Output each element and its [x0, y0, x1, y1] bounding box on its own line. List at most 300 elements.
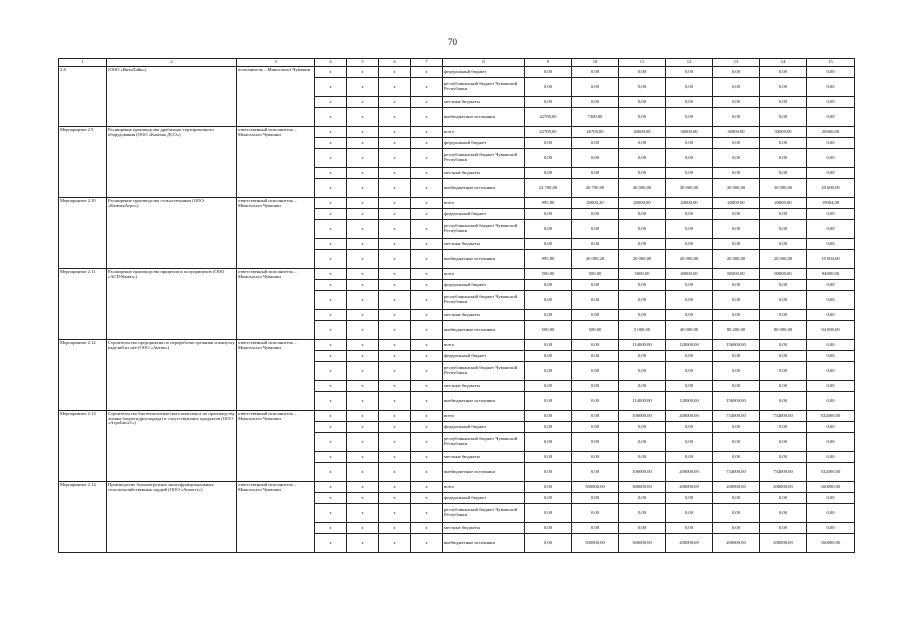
code-cell: х — [315, 168, 347, 179]
code-cell: х — [411, 291, 443, 310]
amount-cell: 0,00 — [572, 351, 619, 362]
amount-cell: 0,00 — [619, 351, 666, 362]
code-cell: х — [315, 504, 347, 523]
financing-table — [58, 58, 855, 553]
code-cell: х — [347, 149, 379, 168]
amount-cell: 0,00 — [713, 220, 760, 239]
code-cell: х — [315, 280, 347, 291]
amount-cell: 0,00 — [619, 280, 666, 291]
amount-cell: 0,00 — [713, 452, 760, 463]
amount-cell: 94000,00 — [807, 269, 855, 280]
amount-cell: 0,00 — [619, 493, 666, 504]
amount-cell: 0,00 — [760, 149, 807, 168]
funding-source: местные бюджеты — [443, 523, 525, 534]
column-number: 13 — [713, 59, 760, 67]
code-cell: х — [347, 291, 379, 310]
amount-cell: 734000,00 — [760, 411, 807, 422]
amount-cell: 0,00 — [572, 340, 619, 351]
code-cell: х — [347, 97, 379, 108]
code-cell: х — [347, 209, 379, 220]
code-cell: х — [379, 463, 411, 482]
amount-cell: 120000,00 — [666, 392, 713, 411]
amount-cell: 80 200,00 — [713, 321, 760, 340]
amount-cell: 200000,00 — [760, 534, 807, 553]
code-cell: х — [347, 179, 379, 198]
code-cell: х — [411, 504, 443, 523]
amount-cell: 0,00 — [525, 78, 572, 97]
amount-cell: 0,00 — [525, 452, 572, 463]
amount-cell: 0,00 — [807, 493, 855, 504]
amount-cell: 0,00 — [619, 78, 666, 97]
measure-code: 2.8 — [59, 67, 107, 127]
funding-source: внебюджетные источники — [443, 250, 525, 269]
amount-cell: 0,00 — [807, 351, 855, 362]
amount-cell: 200000,00 — [666, 534, 713, 553]
code-cell: х — [379, 220, 411, 239]
code-cell: х — [379, 179, 411, 198]
amount-cell: 0,00 — [619, 220, 666, 239]
code-cell: х — [347, 452, 379, 463]
amount-cell: 734000,00 — [713, 463, 760, 482]
responsible-executor: ответственный исполнитель – Минсельхоз Чувашии — [237, 127, 315, 198]
amount-cell: 19004,00 — [807, 198, 855, 209]
amount-cell: 200000,00 — [666, 482, 713, 493]
funding-source: всего — [443, 482, 525, 493]
amount-cell: 0,00 — [619, 381, 666, 392]
code-cell: х — [315, 269, 347, 280]
funding-source: всего — [443, 411, 525, 422]
amount-cell: 0,00 — [525, 362, 572, 381]
amount-cell: 0,00 — [525, 392, 572, 411]
code-cell: х — [315, 310, 347, 321]
amount-cell: 80 000,00 — [760, 321, 807, 340]
amount-cell: 0,00 — [572, 452, 619, 463]
amount-cell: 0,00 — [619, 209, 666, 220]
responsible-executor: ответственный исполнитель – Минсельхоз Чувашии — [237, 269, 315, 340]
measure-title: Расширение производства прицепов и полуприцепов (ООО «АСП-Камаз») — [107, 269, 237, 340]
code-cell: х — [315, 67, 347, 78]
funding-source: всего — [443, 269, 525, 280]
code-cell: х — [379, 321, 411, 340]
amount-cell: 0,00 — [619, 523, 666, 534]
amount-cell: 0,00 — [666, 381, 713, 392]
code-cell: х — [379, 280, 411, 291]
code-cell: х — [347, 411, 379, 422]
amount-cell: 0,00 — [807, 422, 855, 433]
code-cell: х — [379, 381, 411, 392]
code-cell: х — [411, 310, 443, 321]
amount-cell: 0,00 — [713, 362, 760, 381]
amount-cell: 100000,00 — [619, 411, 666, 422]
responsible-executor: исполнитель – Минсельхоз Чувашии — [237, 67, 315, 127]
code-cell: х — [315, 138, 347, 149]
code-cell: х — [379, 411, 411, 422]
amount-cell: 0,00 — [666, 149, 713, 168]
amount-cell: 0,00 — [713, 310, 760, 321]
funding-source: федеральный бюджет — [443, 138, 525, 149]
code-cell: х — [379, 97, 411, 108]
funding-source: республиканский бюджет Чувашской Республики — [443, 362, 525, 381]
table-row — [59, 482, 855, 493]
funding-source: внебюджетные источники — [443, 534, 525, 553]
amount-cell: 0,00 — [713, 138, 760, 149]
code-cell: х — [315, 534, 347, 553]
code-cell: х — [347, 340, 379, 351]
code-cell: х — [379, 108, 411, 127]
amount-cell: 40000,00 — [666, 269, 713, 280]
code-cell: х — [315, 179, 347, 198]
responsible-executor: ответственный исполнитель – Минсельхоз Чувашии — [237, 411, 315, 482]
code-cell: х — [411, 340, 443, 351]
amount-cell: 734000,00 — [713, 411, 760, 422]
funding-source: федеральный бюджет — [443, 67, 525, 78]
amount-cell: 0,00 — [807, 340, 855, 351]
amount-cell: 0,00 — [572, 97, 619, 108]
amount-cell: 0,00 — [525, 138, 572, 149]
amount-cell: 30 000,00 — [760, 179, 807, 198]
code-cell: х — [379, 534, 411, 553]
code-cell: х — [315, 463, 347, 482]
funding-source: местные бюджеты — [443, 239, 525, 250]
funding-source: республиканский бюджет Чувашской Республики — [443, 220, 525, 239]
amount-cell: 0,00 — [572, 67, 619, 78]
funding-source: внебюджетные источники — [443, 179, 525, 198]
amount-cell: 0,00 — [525, 209, 572, 220]
amount-cell: 0,00 — [760, 493, 807, 504]
code-cell: х — [379, 362, 411, 381]
column-number-row — [59, 59, 855, 67]
code-cell: х — [411, 269, 443, 280]
amount-cell: 0,00 — [713, 239, 760, 250]
code-cell: х — [347, 534, 379, 553]
amount-cell: 0,00 — [760, 67, 807, 78]
code-cell: х — [411, 433, 443, 452]
code-cell: х — [347, 422, 379, 433]
amount-cell: 0,00 — [572, 411, 619, 422]
amount-cell: 0,00 — [572, 422, 619, 433]
amount-cell: 0,00 — [619, 422, 666, 433]
code-cell: х — [315, 433, 347, 452]
code-cell: х — [347, 433, 379, 452]
amount-cell: 40 000,00 — [666, 321, 713, 340]
column-number: 4 — [315, 59, 347, 67]
amount-cell: 0,00 — [525, 504, 572, 523]
amount-cell: 30000,00 — [760, 127, 807, 138]
amount-cell: 80200,00 — [713, 269, 760, 280]
amount-cell: 500,00 — [572, 321, 619, 340]
amount-cell: 0,00 — [807, 209, 855, 220]
measure-code: Мероприятие 2.10 — [59, 198, 107, 269]
code-cell: х — [347, 310, 379, 321]
amount-cell: 0,00 — [807, 280, 855, 291]
code-cell: х — [315, 351, 347, 362]
amount-cell: 300000,00 — [619, 534, 666, 553]
amount-cell: 5 000,00 — [619, 321, 666, 340]
code-cell: х — [315, 340, 347, 351]
amount-cell: 0,00 — [807, 220, 855, 239]
measure-title: (ООО «ВитаЛайн») — [107, 67, 237, 127]
code-cell: х — [379, 392, 411, 411]
column-number: 11 — [619, 59, 666, 67]
code-cell: х — [315, 78, 347, 97]
table-row — [59, 269, 855, 280]
amount-cell: 0,00 — [666, 504, 713, 523]
amount-cell: 0,00 — [760, 351, 807, 362]
funding-source: федеральный бюджет — [443, 351, 525, 362]
code-cell: х — [411, 534, 443, 553]
amount-cell: 0,00 — [760, 138, 807, 149]
amount-cell: 0,00 — [619, 310, 666, 321]
measure-title: Производство большегрузных многофункциональных сельскохозяйственных орудий (ООО «Агавест») — [107, 482, 237, 553]
amount-cell: 0,00 — [525, 291, 572, 310]
amount-cell: 0,00 — [525, 411, 572, 422]
column-number: 8 — [443, 59, 525, 67]
code-cell: х — [379, 168, 411, 179]
amount-cell: 0,00 — [807, 291, 855, 310]
column-number: 5 — [347, 59, 379, 67]
funding-source: республиканский бюджет Чувашской Республики — [443, 504, 525, 523]
amount-cell: 0,00 — [760, 523, 807, 534]
code-cell: х — [411, 280, 443, 291]
code-cell: х — [347, 362, 379, 381]
code-cell: х — [411, 493, 443, 504]
code-cell: х — [315, 220, 347, 239]
amount-cell: 0,00 — [619, 97, 666, 108]
amount-cell: 0,00 — [572, 504, 619, 523]
responsible-executor: ответственный исполнитель – Минсельхоз Чувашии — [237, 198, 315, 269]
funding-source: местные бюджеты — [443, 310, 525, 321]
funding-source: местные бюджеты — [443, 168, 525, 179]
code-cell: х — [315, 392, 347, 411]
amount-cell: 0,00 — [666, 523, 713, 534]
amount-cell: 0,00 — [572, 433, 619, 452]
code-cell: х — [379, 239, 411, 250]
amount-cell: 0,00 — [525, 340, 572, 351]
amount-cell: 0,00 — [713, 493, 760, 504]
code-cell: х — [411, 168, 443, 179]
funding-source: всего — [443, 340, 525, 351]
funding-source: местные бюджеты — [443, 381, 525, 392]
amount-cell: 20000,00 — [713, 198, 760, 209]
code-cell: х — [347, 493, 379, 504]
amount-cell: 120000,00 — [666, 340, 713, 351]
amount-cell: 19 004,00 — [807, 250, 855, 269]
code-cell: х — [315, 321, 347, 340]
code-cell: х — [347, 67, 379, 78]
amount-cell: 0,00 — [760, 340, 807, 351]
amount-cell: 0,00 — [572, 138, 619, 149]
amount-cell: 0,00 — [807, 433, 855, 452]
amount-cell: 0,00 — [525, 310, 572, 321]
measure-title: Расширение производства сельхозтехники (ООО «КамчакАгро») — [107, 198, 237, 269]
funding-source: федеральный бюджет — [443, 280, 525, 291]
code-cell: х — [347, 523, 379, 534]
code-cell: х — [379, 250, 411, 269]
amount-cell: 0,00 — [807, 392, 855, 411]
amount-cell: 734000,00 — [760, 463, 807, 482]
amount-cell: 0,00 — [666, 108, 713, 127]
code-cell: х — [315, 250, 347, 269]
code-cell: х — [411, 108, 443, 127]
amount-cell: 0,00 — [807, 97, 855, 108]
amount-cell: 0,00 — [619, 239, 666, 250]
amount-cell: 20600,00 — [807, 127, 855, 138]
amount-cell: 0,00 — [760, 310, 807, 321]
amount-cell: 0,00 — [619, 138, 666, 149]
code-cell: х — [347, 127, 379, 138]
amount-cell: 0,00 — [760, 291, 807, 310]
amount-cell: 0,00 — [572, 310, 619, 321]
measure-code: Мероприятие 2.11 — [59, 269, 107, 340]
code-cell: х — [379, 310, 411, 321]
code-cell: х — [411, 250, 443, 269]
code-cell: х — [347, 280, 379, 291]
amount-cell: 0,00 — [619, 504, 666, 523]
amount-cell: 20 000,00 — [619, 250, 666, 269]
amount-cell: 0,00 — [807, 78, 855, 97]
amount-cell: 20 000,20 — [572, 250, 619, 269]
table-row — [59, 127, 855, 138]
funding-source: внебюджетные источники — [443, 108, 525, 127]
amount-cell: 100000,00 — [619, 463, 666, 482]
amount-cell: 500000,00 — [572, 534, 619, 553]
amount-cell: 160000,00 — [807, 482, 855, 493]
code-cell: х — [411, 463, 443, 482]
code-cell: х — [411, 381, 443, 392]
amount-cell: 0,00 — [619, 452, 666, 463]
amount-cell: 22700,00 — [525, 127, 572, 138]
code-cell: х — [411, 411, 443, 422]
funding-source: республиканский бюджет Чувашской Республики — [443, 291, 525, 310]
amount-cell: 0,00 — [666, 433, 713, 452]
code-cell: х — [347, 504, 379, 523]
amount-cell: 0,00 — [525, 493, 572, 504]
amount-cell: 0,00 — [760, 362, 807, 381]
amount-cell: 0,00 — [666, 291, 713, 310]
amount-cell: 30 000,00 — [713, 179, 760, 198]
amount-cell: 0,00 — [713, 108, 760, 127]
amount-cell: 0,00 — [619, 433, 666, 452]
amount-cell: 20000,00 — [666, 198, 713, 209]
amount-cell: 0,00 — [572, 149, 619, 168]
amount-cell: 0,00 — [666, 168, 713, 179]
code-cell: х — [315, 127, 347, 138]
amount-cell: 0,00 — [525, 67, 572, 78]
amount-cell: 200000,00 — [666, 463, 713, 482]
code-cell: х — [379, 149, 411, 168]
code-cell: х — [411, 209, 443, 220]
amount-cell: 0,00 — [807, 504, 855, 523]
funding-source: республиканский бюджет Чувашской Республики — [443, 433, 525, 452]
amount-cell: 0,00 — [760, 433, 807, 452]
code-cell: х — [411, 523, 443, 534]
amount-cell: 0,00 — [572, 168, 619, 179]
amount-cell: 0,00 — [666, 422, 713, 433]
amount-cell: 114000,00 — [619, 392, 666, 411]
amount-cell: 0,00 — [760, 422, 807, 433]
amount-cell: 26 700,00 — [572, 179, 619, 198]
amount-cell: 0,00 — [760, 239, 807, 250]
code-cell: х — [379, 291, 411, 310]
amount-cell: 200000,00 — [760, 482, 807, 493]
funding-source: местные бюджеты — [443, 452, 525, 463]
code-cell: х — [379, 67, 411, 78]
amount-cell: 0,00 — [713, 291, 760, 310]
amount-cell: 500000,00 — [572, 482, 619, 493]
amount-cell: 0,00 — [572, 362, 619, 381]
amount-cell: 40000,00 — [619, 127, 666, 138]
code-cell: х — [379, 504, 411, 523]
column-number: 2 — [107, 59, 237, 67]
code-cell: х — [315, 97, 347, 108]
amount-cell: 0,00 — [713, 168, 760, 179]
code-cell: х — [347, 269, 379, 280]
code-cell: х — [315, 198, 347, 209]
code-cell: х — [315, 108, 347, 127]
amount-cell: 0,00 — [572, 381, 619, 392]
amount-cell: 42700,00 — [525, 108, 572, 127]
code-cell: х — [347, 381, 379, 392]
amount-cell: 0,00 — [525, 239, 572, 250]
amount-cell: 0,00 — [713, 67, 760, 78]
amount-cell: 20 600,00 — [807, 179, 855, 198]
code-cell: х — [379, 127, 411, 138]
amount-cell: 20 000,00 — [760, 250, 807, 269]
amount-cell: 0,00 — [666, 220, 713, 239]
responsible-executor: ответственный исполнитель – Минсельхоз Чувашии — [237, 482, 315, 553]
amount-cell: 114000,00 — [619, 340, 666, 351]
column-number: 12 — [666, 59, 713, 67]
amount-cell: 0,00 — [760, 504, 807, 523]
code-cell: х — [347, 463, 379, 482]
amount-cell: 0,00 — [525, 220, 572, 239]
amount-cell: 0,00 — [572, 523, 619, 534]
amount-cell: 300000,00 — [619, 482, 666, 493]
measure-title: Расширение производства дробильно-сортировочного оборудования (ООО «Камзаж ДСО») — [107, 127, 237, 198]
code-cell: х — [315, 381, 347, 392]
amount-cell: 995,80 — [525, 250, 572, 269]
amount-cell: 0,00 — [525, 97, 572, 108]
amount-cell: 0,00 — [713, 78, 760, 97]
amount-cell: 156000,00 — [713, 340, 760, 351]
amount-cell: 0,00 — [713, 149, 760, 168]
amount-cell: 500,00 — [525, 321, 572, 340]
amount-cell: 0,00 — [572, 220, 619, 239]
code-cell: х — [347, 108, 379, 127]
amount-cell: 0,00 — [525, 149, 572, 168]
amount-cell: 0,00 — [666, 280, 713, 291]
code-cell: х — [315, 482, 347, 493]
code-cell: х — [411, 239, 443, 250]
code-cell: х — [347, 351, 379, 362]
table-row — [59, 67, 855, 78]
amount-cell: 532000,00 — [807, 463, 855, 482]
column-number: 7 — [411, 59, 443, 67]
amount-cell: 0,00 — [760, 209, 807, 220]
amount-cell: 0,00 — [807, 168, 855, 179]
measure-code: Мероприятие 2.14 — [59, 482, 107, 553]
amount-cell: 30000,00 — [666, 127, 713, 138]
amount-cell: 40 000,00 — [619, 179, 666, 198]
responsible-executor: ответственный исполнитель – Минсельхоз Чувашии — [237, 340, 315, 411]
amount-cell: 0,00 — [572, 280, 619, 291]
code-cell: х — [315, 239, 347, 250]
amount-cell: 0,00 — [666, 78, 713, 97]
funding-source: всего — [443, 127, 525, 138]
funding-source: федеральный бюджет — [443, 493, 525, 504]
amount-cell: 0,00 — [807, 138, 855, 149]
amount-cell: 0,00 — [525, 381, 572, 392]
